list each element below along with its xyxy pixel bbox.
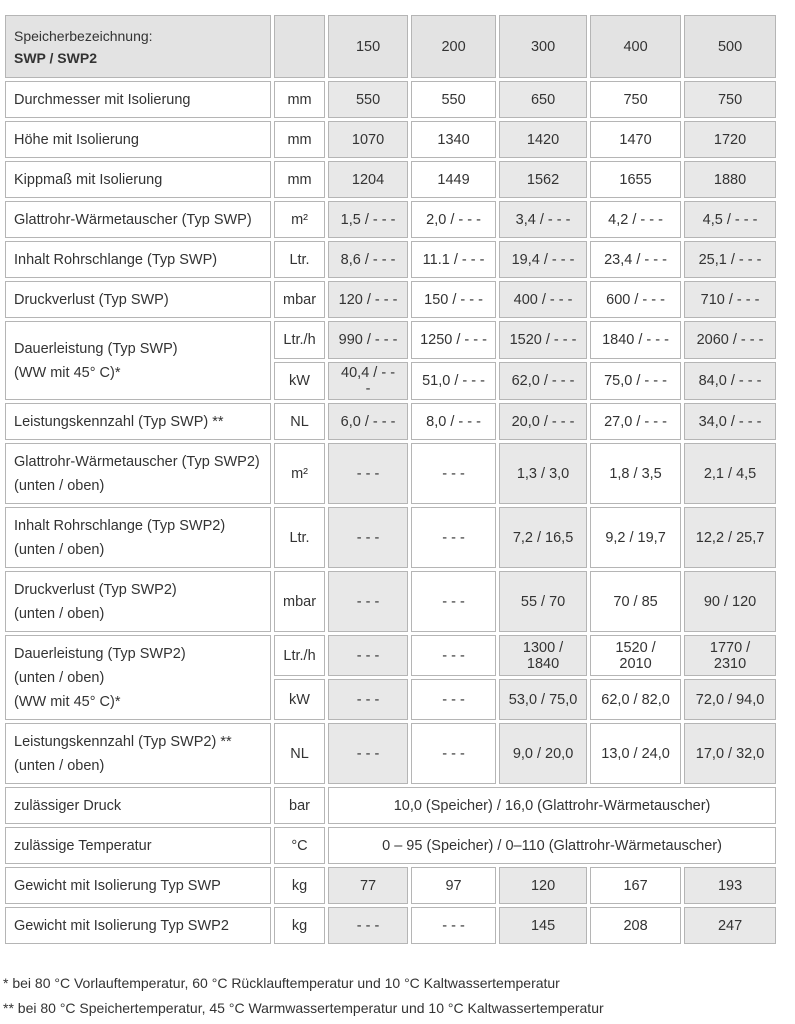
row-label-line: zulässiger Druck bbox=[14, 797, 122, 814]
row-label bbox=[5, 201, 271, 238]
row-label bbox=[5, 443, 271, 504]
unit-cell: kW bbox=[274, 362, 325, 400]
value-cell: 55 / 70 bbox=[499, 571, 587, 632]
unit-cell: Ltr./h bbox=[274, 635, 325, 676]
value-cell: 1520 / - - - bbox=[499, 321, 587, 359]
value-cell: 2,1 / 4,5 bbox=[684, 443, 776, 504]
row-label-line: (unten / oben) bbox=[14, 541, 105, 558]
value-cell: 34,0 / - - - bbox=[684, 403, 776, 440]
row-label-line: (unten / oben) bbox=[14, 669, 105, 686]
row-label-line: Druckverlust (Typ SWP2) bbox=[14, 581, 177, 598]
value-cell: 2,0 / - - - bbox=[411, 201, 496, 238]
value-cell: 12,2 / 25,7 bbox=[684, 507, 776, 568]
row-label-line: Glattrohr-Wärmetauscher (Typ SWP2) bbox=[14, 453, 260, 470]
value-cell: 13,0 / 24,0 bbox=[590, 723, 681, 784]
row-label-line: Leistungskennzahl (Typ SWP2) ** bbox=[14, 733, 232, 750]
value-cell: 1250 / - - - bbox=[411, 321, 496, 359]
row-label-line: (unten / oben) bbox=[14, 477, 105, 494]
unit-cell: Ltr. bbox=[274, 507, 325, 568]
unit-cell: mm bbox=[274, 161, 325, 198]
row-label bbox=[5, 403, 271, 440]
value-cell: - - - bbox=[328, 723, 408, 784]
value-cell: 208 bbox=[590, 907, 681, 944]
value-cell: 9,0 / 20,0 bbox=[499, 723, 587, 784]
value-cell: - - - bbox=[411, 679, 496, 720]
value-cell: 600 / - - - bbox=[590, 281, 681, 318]
value-cell: 193 bbox=[684, 867, 776, 904]
row-label-line: Inhalt Rohrschlange (Typ SWP2) bbox=[14, 517, 226, 534]
value-cell: - - - bbox=[328, 635, 408, 676]
header-subtitle: SWP / SWP2 bbox=[14, 49, 97, 66]
value-cell: 1204 bbox=[328, 161, 408, 198]
spec-table bbox=[2, 12, 779, 947]
header-size: 150 bbox=[328, 15, 408, 78]
table-row bbox=[5, 635, 776, 676]
row-label bbox=[5, 241, 271, 278]
unit-cell: NL bbox=[274, 723, 325, 784]
value-cell: - - - bbox=[411, 507, 496, 568]
header-unit-cell bbox=[274, 15, 325, 78]
unit-cell: kW bbox=[274, 679, 325, 720]
value-cell: 1520 / 2010 bbox=[590, 635, 681, 676]
value-cell: 75,0 / - - - bbox=[590, 362, 681, 400]
row-label bbox=[5, 121, 271, 158]
value-cell: 990 / - - - bbox=[328, 321, 408, 359]
table-row bbox=[5, 321, 776, 359]
footnote-1: * bei 80 °C Vorlauftemperatur, 60 °C Rücklauftemperatur und 10 °C Kaltwassertemperatur bbox=[3, 975, 560, 991]
table-row bbox=[5, 81, 776, 118]
value-cell: - - - bbox=[411, 907, 496, 944]
value-cell: - - - bbox=[328, 443, 408, 504]
row-label-line: (WW mit 45° C)* bbox=[14, 693, 121, 710]
row-label-line: Höhe mit Isolierung bbox=[14, 131, 139, 148]
table-row bbox=[5, 787, 776, 824]
value-cell: 3,4 / - - - bbox=[499, 201, 587, 238]
row-label bbox=[5, 281, 271, 318]
unit-cell: °C bbox=[274, 827, 325, 864]
unit-cell: kg bbox=[274, 907, 325, 944]
spanned-value-cell: 0 – 95 (Speicher) / 0–110 (Glattrohr-Wärmetauscher) bbox=[328, 827, 776, 864]
row-label bbox=[5, 907, 271, 944]
value-cell: 25,1 / - - - bbox=[684, 241, 776, 278]
table-row bbox=[5, 241, 776, 278]
value-cell: 8,6 / - - - bbox=[328, 241, 408, 278]
value-cell: - - - bbox=[411, 723, 496, 784]
row-label bbox=[5, 507, 271, 568]
value-cell: 710 / - - - bbox=[684, 281, 776, 318]
row-label bbox=[5, 161, 271, 198]
value-cell: 750 bbox=[590, 81, 681, 118]
table-row bbox=[5, 121, 776, 158]
value-cell: 1070 bbox=[328, 121, 408, 158]
value-cell: 120 bbox=[499, 867, 587, 904]
unit-cell: mm bbox=[274, 121, 325, 158]
value-cell: 97 bbox=[411, 867, 496, 904]
value-cell: 1,5 / - - - bbox=[328, 201, 408, 238]
value-cell: 70 / 85 bbox=[590, 571, 681, 632]
row-label-line: Kippmaß mit Isolierung bbox=[14, 171, 163, 188]
value-cell: 247 bbox=[684, 907, 776, 944]
value-cell: 1562 bbox=[499, 161, 587, 198]
row-label bbox=[5, 635, 271, 720]
unit-cell: mbar bbox=[274, 571, 325, 632]
value-cell: 4,5 / - - - bbox=[684, 201, 776, 238]
value-cell: 1655 bbox=[590, 161, 681, 198]
value-cell: - - - bbox=[411, 635, 496, 676]
row-label-line: zulässige Temperatur bbox=[14, 837, 152, 854]
unit-cell: mbar bbox=[274, 281, 325, 318]
unit-cell: m² bbox=[274, 443, 325, 504]
unit-cell: mm bbox=[274, 81, 325, 118]
table-row bbox=[5, 907, 776, 944]
header-title: Speicherbezeichnung: bbox=[14, 27, 153, 44]
table-row bbox=[5, 723, 776, 784]
value-cell: 11.1 / - - - bbox=[411, 241, 496, 278]
value-cell: - - - bbox=[411, 571, 496, 632]
value-cell: 1840 / - - - bbox=[590, 321, 681, 359]
value-cell: 53,0 / 75,0 bbox=[499, 679, 587, 720]
header-row bbox=[5, 15, 776, 78]
value-cell: 2060 / - - - bbox=[684, 321, 776, 359]
row-label bbox=[5, 81, 271, 118]
unit-cell: kg bbox=[274, 867, 325, 904]
row-label bbox=[5, 787, 271, 824]
value-cell: - - - bbox=[328, 507, 408, 568]
value-cell: 1770 / 2310 bbox=[684, 635, 776, 676]
unit-cell: Ltr./h bbox=[274, 321, 325, 359]
row-label-line: (unten / oben) bbox=[14, 757, 105, 774]
value-cell: 1340 bbox=[411, 121, 496, 158]
unit-cell: Ltr. bbox=[274, 241, 325, 278]
value-cell: 1300 / 1840 bbox=[499, 635, 587, 676]
value-cell: 9,2 / 19,7 bbox=[590, 507, 681, 568]
value-cell: 6,0 / - - - bbox=[328, 403, 408, 440]
value-cell: 1,3 / 3,0 bbox=[499, 443, 587, 504]
value-cell: 62,0 / - - - bbox=[499, 362, 587, 400]
row-label-line: Leistungskennzahl (Typ SWP) ** bbox=[14, 413, 224, 430]
value-cell: 8,0 / - - - bbox=[411, 403, 496, 440]
row-label-line: (WW mit 45° C)* bbox=[14, 364, 121, 381]
value-cell: 90 / 120 bbox=[684, 571, 776, 632]
footnote-2: ** bei 80 °C Speichertemperatur, 45 °C Warmwassertemperatur und 10 °C Kaltwassertemperatur bbox=[3, 1000, 604, 1016]
value-cell: 1420 bbox=[499, 121, 587, 158]
unit-cell: m² bbox=[274, 201, 325, 238]
table-row bbox=[5, 443, 776, 504]
value-cell: 1880 bbox=[684, 161, 776, 198]
value-cell: 650 bbox=[499, 81, 587, 118]
header-label-cell bbox=[5, 15, 271, 78]
table-row bbox=[5, 281, 776, 318]
row-label bbox=[5, 321, 271, 400]
spanned-value-cell: 10,0 (Speicher) / 16,0 (Glattrohr-Wärmetauscher) bbox=[328, 787, 776, 824]
row-label bbox=[5, 827, 271, 864]
header-size: 200 bbox=[411, 15, 496, 78]
value-cell: 550 bbox=[328, 81, 408, 118]
table-row bbox=[5, 201, 776, 238]
value-cell: 19,4 / - - - bbox=[499, 241, 587, 278]
value-cell: 1,8 / 3,5 bbox=[590, 443, 681, 504]
row-label bbox=[5, 723, 271, 784]
header-size: 300 bbox=[499, 15, 587, 78]
row-label-line: Gewicht mit Isolierung Typ SWP bbox=[14, 877, 221, 894]
value-cell: 4,2 / - - - bbox=[590, 201, 681, 238]
table-row bbox=[5, 571, 776, 632]
unit-cell: bar bbox=[274, 787, 325, 824]
row-label-line: (unten / oben) bbox=[14, 605, 105, 622]
value-cell: 17,0 / 32,0 bbox=[684, 723, 776, 784]
value-cell: - - - bbox=[328, 571, 408, 632]
header-size: 500 bbox=[684, 15, 776, 78]
value-cell: 51,0 / - - - bbox=[411, 362, 496, 400]
row-label bbox=[5, 867, 271, 904]
table-row bbox=[5, 867, 776, 904]
value-cell: 150 / - - - bbox=[411, 281, 496, 318]
value-cell: 40,4 / - - - bbox=[328, 362, 408, 400]
value-cell: 1720 bbox=[684, 121, 776, 158]
value-cell: 1449 bbox=[411, 161, 496, 198]
value-cell: 750 bbox=[684, 81, 776, 118]
value-cell: 84,0 / - - - bbox=[684, 362, 776, 400]
table-row bbox=[5, 507, 776, 568]
value-cell: 23,4 / - - - bbox=[590, 241, 681, 278]
value-cell: 550 bbox=[411, 81, 496, 118]
value-cell: 400 / - - - bbox=[499, 281, 587, 318]
value-cell: - - - bbox=[328, 907, 408, 944]
value-cell: 27,0 / - - - bbox=[590, 403, 681, 440]
row-label-line: Dauerleistung (Typ SWP2) bbox=[14, 645, 186, 662]
unit-cell: NL bbox=[274, 403, 325, 440]
header-size: 400 bbox=[590, 15, 681, 78]
row-label-line: Druckverlust (Typ SWP) bbox=[14, 291, 169, 308]
table-row bbox=[5, 827, 776, 864]
table-row bbox=[5, 161, 776, 198]
value-cell: 1470 bbox=[590, 121, 681, 158]
row-label-line: Inhalt Rohrschlange (Typ SWP) bbox=[14, 251, 218, 268]
row-label bbox=[5, 571, 271, 632]
row-label-line: Dauerleistung (Typ SWP) bbox=[14, 340, 178, 357]
spec-table-body bbox=[5, 81, 776, 944]
value-cell: 62,0 / 82,0 bbox=[590, 679, 681, 720]
value-cell: 120 / - - - bbox=[328, 281, 408, 318]
value-cell: - - - bbox=[328, 679, 408, 720]
value-cell: 20,0 / - - - bbox=[499, 403, 587, 440]
value-cell: - - - bbox=[411, 443, 496, 504]
value-cell: 167 bbox=[590, 867, 681, 904]
row-label-line: Gewicht mit Isolierung Typ SWP2 bbox=[14, 917, 229, 934]
value-cell: 72,0 / 94,0 bbox=[684, 679, 776, 720]
value-cell: 145 bbox=[499, 907, 587, 944]
value-cell: 7,2 / 16,5 bbox=[499, 507, 587, 568]
row-label-line: Glattrohr-Wärmetauscher (Typ SWP) bbox=[14, 211, 252, 228]
table-row bbox=[5, 403, 776, 440]
row-label-line: Durchmesser mit Isolierung bbox=[14, 91, 191, 108]
value-cell: 77 bbox=[328, 867, 408, 904]
